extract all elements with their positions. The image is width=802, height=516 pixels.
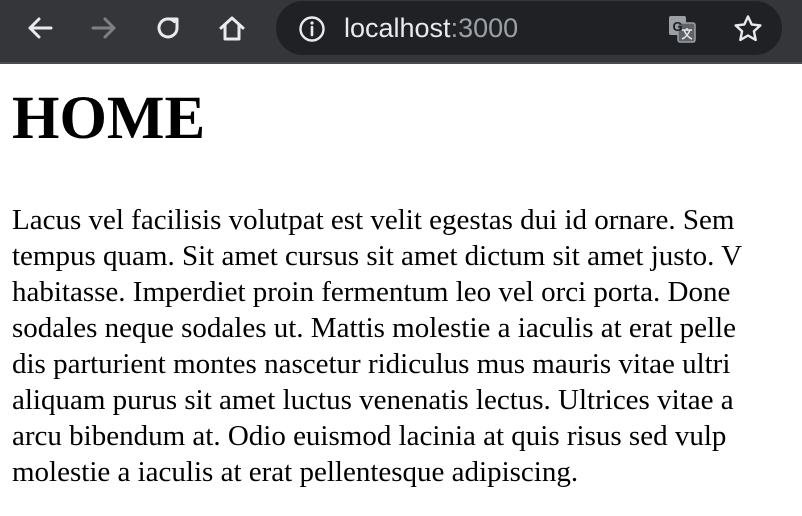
paragraph-line: sodales neque sodales ut. Mattis molestie a iaculis at erat pelle	[12, 312, 736, 344]
paragraph-line: tempus quam. Sit amet cursus sit amet dictum sit amet justo. V	[12, 240, 743, 272]
paragraph-line: arcu bibendum at. Odio euismod lacinia at quis risus sed vulp	[12, 420, 727, 452]
back-arrow-icon	[26, 14, 54, 42]
url-host: localhost	[344, 13, 451, 43]
translate-icon[interactable]	[666, 13, 698, 45]
paragraph-line: dis parturient montes nascetur ridiculus mus mauris vitae ultri	[12, 348, 731, 380]
star-icon[interactable]	[732, 13, 764, 45]
back-button[interactable]	[22, 10, 58, 46]
home-button[interactable]	[214, 10, 250, 46]
paragraph-line: habitasse. Imperdiet proin fermentum leo vel orci porta. Done	[12, 276, 731, 308]
page-title: HOME	[12, 85, 206, 152]
reload-button[interactable]	[150, 10, 186, 46]
body-paragraph	[12, 202, 802, 490]
url-text[interactable]	[344, 11, 518, 45]
url-port: :3000	[450, 13, 519, 43]
page-content	[12, 66, 802, 490]
forward-arrow-icon	[90, 14, 118, 42]
forward-button[interactable]	[86, 10, 122, 46]
svg-text:G: G	[672, 19, 683, 34]
info-icon[interactable]	[298, 15, 326, 43]
paragraph-line: Lacus vel facilisis volutpat est velit egestas dui id ornare. Sem	[12, 204, 735, 236]
reload-icon	[153, 13, 183, 43]
home-icon	[217, 13, 247, 43]
browser-toolbar	[0, 0, 802, 64]
paragraph-line: molestie a iaculis at erat pellentesque adipiscing.	[12, 456, 579, 488]
paragraph-line: aliquam purus sit amet luctus venenatis lectus. Ultrices vitae a	[12, 384, 734, 416]
address-bar[interactable]	[276, 1, 782, 55]
